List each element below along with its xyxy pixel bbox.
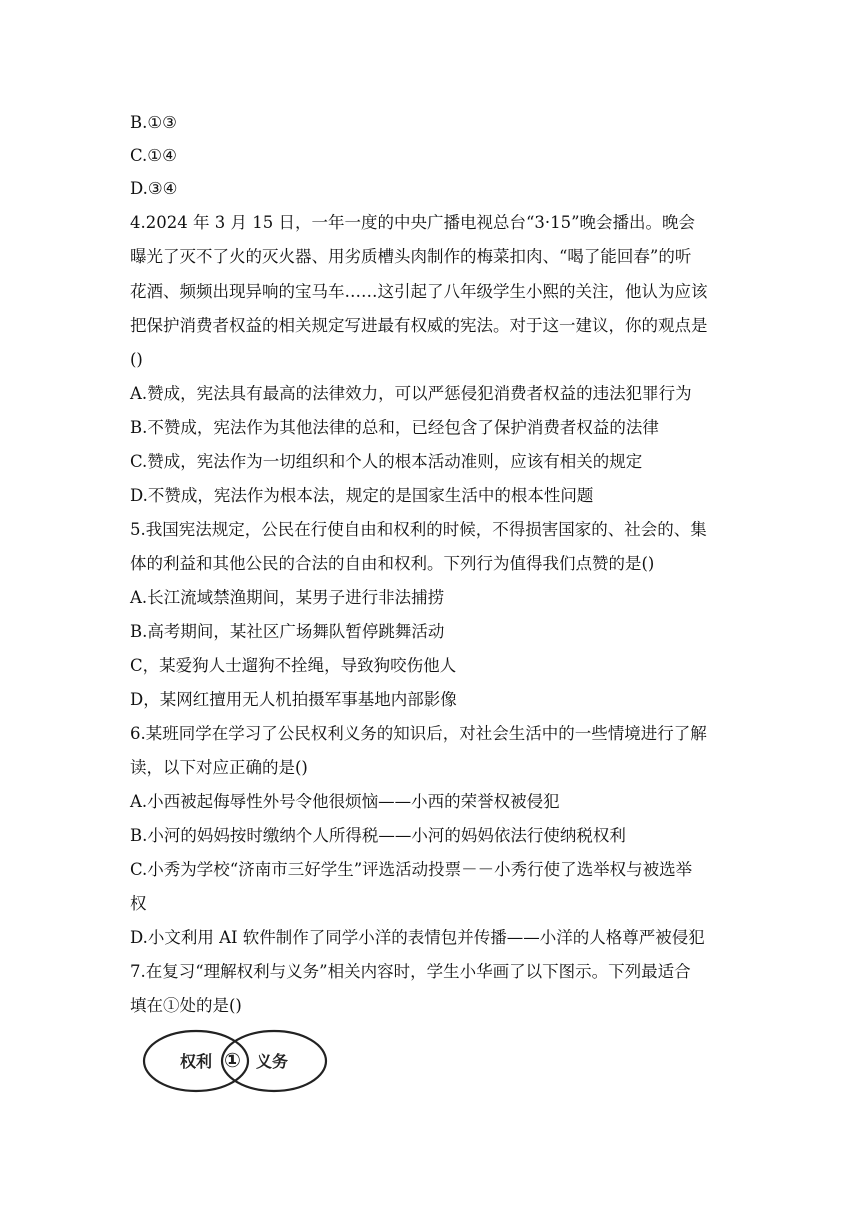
question-5-option-c: C，某爱狗人士遛狗不拴绳，导致狗咬伤他人	[130, 656, 457, 675]
question-4-line-4: 把保护消费者权益的相关规定写进最有权威的宪法。对于这一建议，你的观点是	[130, 316, 708, 335]
question-5-option-a: A.长江流域禁渔期间，某男子进行非法捕捞	[130, 588, 445, 607]
rights-label: 权利	[180, 1052, 213, 1071]
question-6-option-c: C.小秀为学校“济南市三好学生”评选活动投票－－小秀行使了选举权与被选举	[130, 860, 693, 879]
question-5-line-1: 5.我国宪法规定，公民在行使自由和权利的时候，不得损害国家的、社会的、集	[130, 520, 707, 539]
question-6-option-c-cont: 权	[130, 894, 147, 913]
question-6-option-d: D.小文利用 AI 软件制作了同学小洋的表情包并传播——小洋的人格尊严被侵犯	[130, 928, 705, 947]
overlap-label: ①	[224, 1048, 241, 1072]
question-5-line-2: 体的利益和其他公民的合法的自由和权利。下列行为值得我们点赞的是()	[130, 554, 655, 573]
question-4-line-1: 4.2024 年 3 月 15 日，一年一度的中央广播电视总台“3·15”晚会播出。晚会	[130, 213, 696, 232]
question-6-option-a: A.小西被起侮辱性外号令他很烦恼——小西的荣誉权被侵犯	[130, 792, 560, 811]
question-5-option-b: B.高考期间，某社区广场舞队暂停跳舞活动	[130, 622, 445, 641]
question-4-option-c: C.赞成，宪法作为一切组织和个人的根本活动准则，应该有相关的规定	[130, 452, 643, 471]
option-line: D.③④	[130, 179, 178, 198]
question-5-option-d: D，某网红擅用无人机拍摄军事基地内部影像	[130, 690, 457, 709]
option-line: B.①③	[130, 113, 177, 132]
question-6-line-1: 6.某班同学在学习了公民权利义务的知识后，对社会生活中的一些情境进行了解	[130, 724, 707, 743]
question-4-option-b: B.不赞成，宪法作为其他法律的总和，已经包含了保护消费者权益的法律	[130, 418, 659, 437]
duties-label: 义务	[256, 1052, 289, 1071]
question-7-line-2: 填在①处的是()	[130, 996, 242, 1015]
question-4-line-5: ()	[130, 350, 143, 369]
option-line: C.①④	[130, 146, 177, 165]
question-7-line-1: 7.在复习“理解权利与义务”相关内容时，学生小华画了以下图示。下列最适合	[130, 962, 691, 981]
question-4-line-2: 曝光了灭不了火的灭火器、用劣质槽头肉制作的梅菜扣肉、“喝了能回春”的听	[130, 247, 692, 266]
question-4-line-3: 花酒、频频出现异响的宝马车……这引起了八年级学生小熙的关注，他认为应该	[130, 282, 708, 301]
rights-duties-venn-diagram	[138, 1025, 338, 1103]
question-4-option-d: D.不赞成，宪法作为根本法，规定的是国家生活中的根本性问题	[130, 486, 594, 505]
question-6-option-b: B.小河的妈妈按时缴纳个人所得税——小河的妈妈依法行使纳税权利	[130, 826, 626, 845]
question-6-line-2: 读，以下对应正确的是()	[130, 758, 308, 777]
question-4-option-a: A.赞成，宪法具有最高的法律效力，可以严惩侵犯消费者权益的违法犯罪行为	[130, 384, 692, 403]
